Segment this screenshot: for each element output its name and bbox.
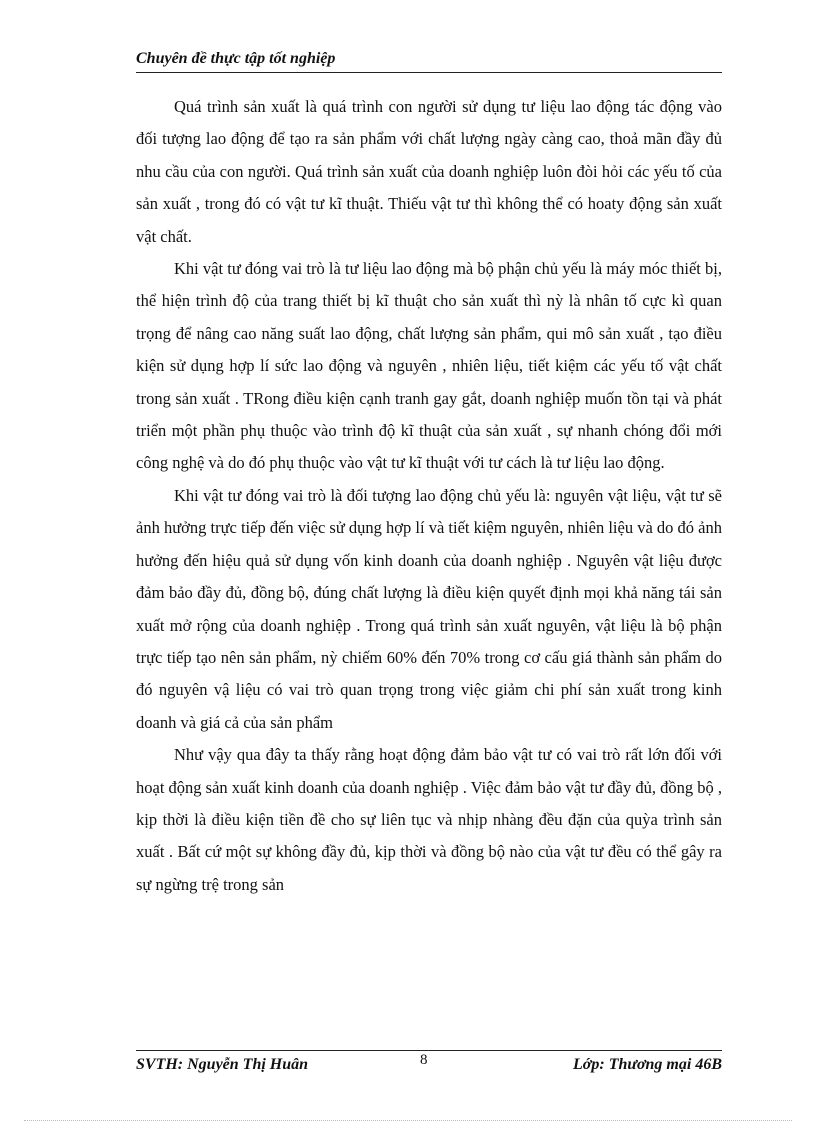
paragraph: Quá trình sản xuất là quá trình con người sử dụng tư liệu lao động tác động vào đối tượng lao động để tạo ra sản phẩm với chất lượng ngày càng cao, thoả mãn đầy đủ nhu cầu của con người. Quá trình sản xuất của doanh nghiệp luôn đòi hỏi các yếu tố của sản xuất , trong đó có vật tư kĩ thuật. Thiếu vật tư thì không thể có hoaty động sản xuất vật chất.: [136, 97, 722, 246]
paragraph: Khi vật tư đóng vai trò là đối tượng lao động chủ yếu là: nguyên vật liệu, vật tư sẽ ảnh hưởng trực tiếp đến việc sử dụng hợp lí và tiết kiệm nguyên, nhiên liệu và do đó ảnh hưởng đến hiệu quả sử dụng vốn kinh doanh của doanh nghiệp . Nguyên vật liệu được đảm bảo đầy đủ, đồng bộ, đúng chất lượng là điều kiện quyết định mọi khả năng tái sản xuất mở rộng của doanh nghiệp . Trong quá trình sản xuất nguyên, vật liệu là bộ phận trực tiếp tạo nên sản phẩm, nỳ chiếm 60% đến 70% trong cơ cấu giá thành sản phẩm do đó nguyên vậ liệu có vai trò quan trọng trong việc giảm chi phí sản xuất trong kinh doanh và giá cả của sản phẩm: [136, 485, 722, 732]
document-body: [136, 91, 722, 901]
page-header: [136, 50, 722, 73]
footer-author: SVTH: Nguyễn Thị Huân: [136, 1056, 309, 1073]
page-bottom-divider: [24, 1120, 792, 1121]
paragraph: Khi vật tư đóng vai trò là tư liệu lao động mà bộ phận chủ yếu là máy móc thiết bị, thể hiện trình độ của trang thiết bị kĩ thuật cho sản xuất thì nỳ là nhân tố cực kì quan trọng để nâng cao năng suất lao động, chất lượng sản phẩm, qui mô sản xuất , tạo điều kiện sử dụng hợp lí sức lao động và nguyên , nhiên liệu, tiết kiệm các yếu tố vật chất trong sản xuất . TRong điều kiện cạnh tranh gay gắt, doanh nghiệp muốn tồn tại và phát triển một phần phụ thuộc vào trình độ kĩ thuật của sản xuất , sự nhanh chóng đổi mới công nghệ và do đó phụ thuộc vào vật tư kĩ thuật với tư cách là tư liệu lao động.: [136, 259, 722, 473]
footer-class: Lớp: Thương mại 46B: [573, 1056, 722, 1073]
page-number: 8: [420, 1052, 428, 1068]
paragraph: Như vậy qua đây ta thấy rằng hoạt động đảm bảo vật tư có vai trò rất lớn đối với hoạt động sản xuất kinh doanh của doanh nghiệp . Việc đảm bảo vật tư đầy đủ, đồng bộ , kịp thời là điều kiện tiền đề cho sự liên tục và nhịp nhàng đều đặn của quỳa trình sản xuất . Bất cứ một sự không đầy đủ, kịp thời và đồng bộ nào của vật tư đều có thể gây ra sự ngừng trệ trong sản: [136, 745, 722, 894]
header-title: Chuyên đề thực tập tốt nghiệp: [136, 50, 336, 67]
page-footer: [136, 1050, 722, 1081]
